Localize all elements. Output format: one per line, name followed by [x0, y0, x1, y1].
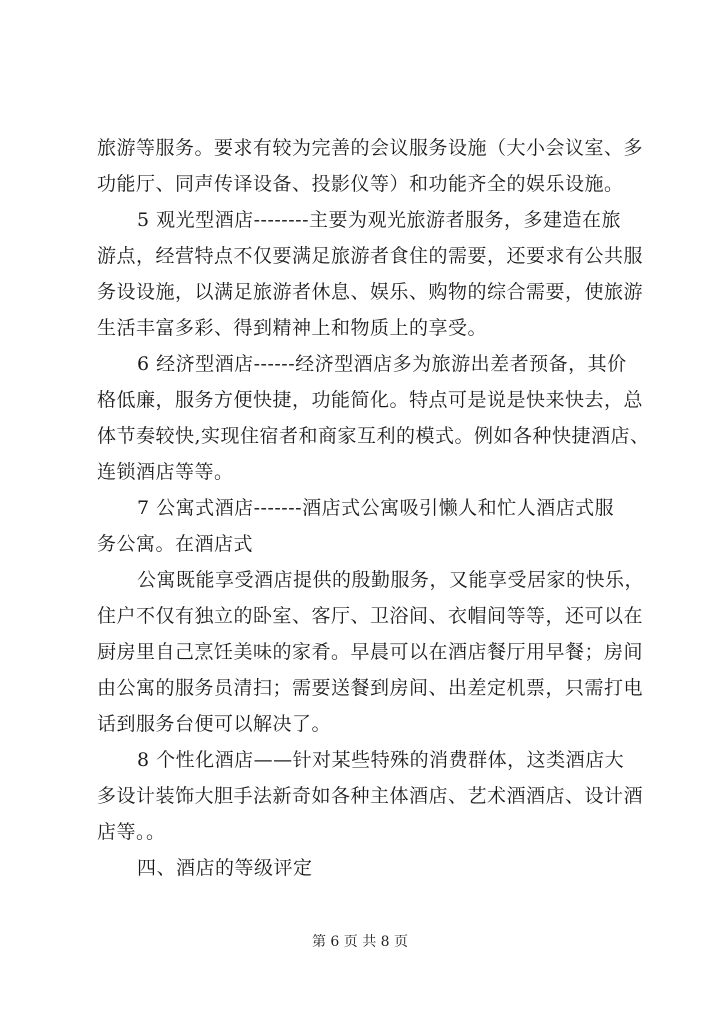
text-line: 功能厅、同声传译设备、投影仪等）和功能齐全的娱乐设施。	[97, 173, 624, 195]
text-line: 厨房里自己烹饪美味的家肴。早晨可以在酒店餐厅用早餐；房间	[97, 641, 644, 663]
text-line: 6 经济型酒店------经济型酒店多为旅游出差者预备，其价	[137, 353, 627, 375]
text-line: 体节奏较快,实现住宿者和商家互利的模式。例如各种快捷酒店、	[97, 425, 650, 447]
text-line: 连锁酒店等等。	[97, 461, 234, 483]
text-line: 店等。。	[97, 821, 166, 843]
text-line: 公寓既能享受酒店提供的殷勤服务，又能享受居家的快乐，	[137, 569, 645, 591]
text-line: 格低廉，服务方便快捷，功能简化。特点可是说是快来快去，总	[97, 389, 644, 411]
text-line: 务公寓。在酒店式	[97, 533, 254, 555]
text-line: 住户不仅有独立的卧室、客厅、卫浴间、衣帽间等等，还可以在	[97, 605, 644, 627]
text-line: 务设设施，以满足旅游者休息、娱乐、购物的综合需要，使旅游	[97, 281, 644, 303]
text-line: 旅游等服务。要求有较为完善的会议服务设施（大小会议室、多	[97, 137, 644, 159]
text-line: 由公寓的服务员清扫；需要送餐到房间、出差定机票，只需打电	[97, 677, 644, 699]
page-footer: 第 6 页 共 8 页	[311, 934, 409, 950]
text-line: 7 公寓式酒店-------酒店式公寓吸引懒人和忙人酒店式服	[137, 497, 615, 519]
text-line: 四、酒店的等级评定	[137, 857, 313, 879]
text-line: 8 个性化酒店——针对某些特殊的消费群体，这类酒店大	[137, 749, 625, 771]
text-line: 5 观光型酒店--------主要为观光旅游者服务，多建造在旅	[137, 209, 621, 231]
text-line: 生活丰富多彩、得到精神上和物质上的享受。	[97, 317, 488, 339]
text-line: 多设计装饰大胆手法新奇如各种主体酒店、艺术酒酒店、设计酒	[97, 785, 644, 807]
document-body	[97, 130, 650, 886]
text-line: 话到服务台便可以解决了。	[97, 713, 332, 735]
text-line: 游点，经营特点不仅要满足旅游者食住的需要，还要求有公共服	[97, 245, 644, 267]
